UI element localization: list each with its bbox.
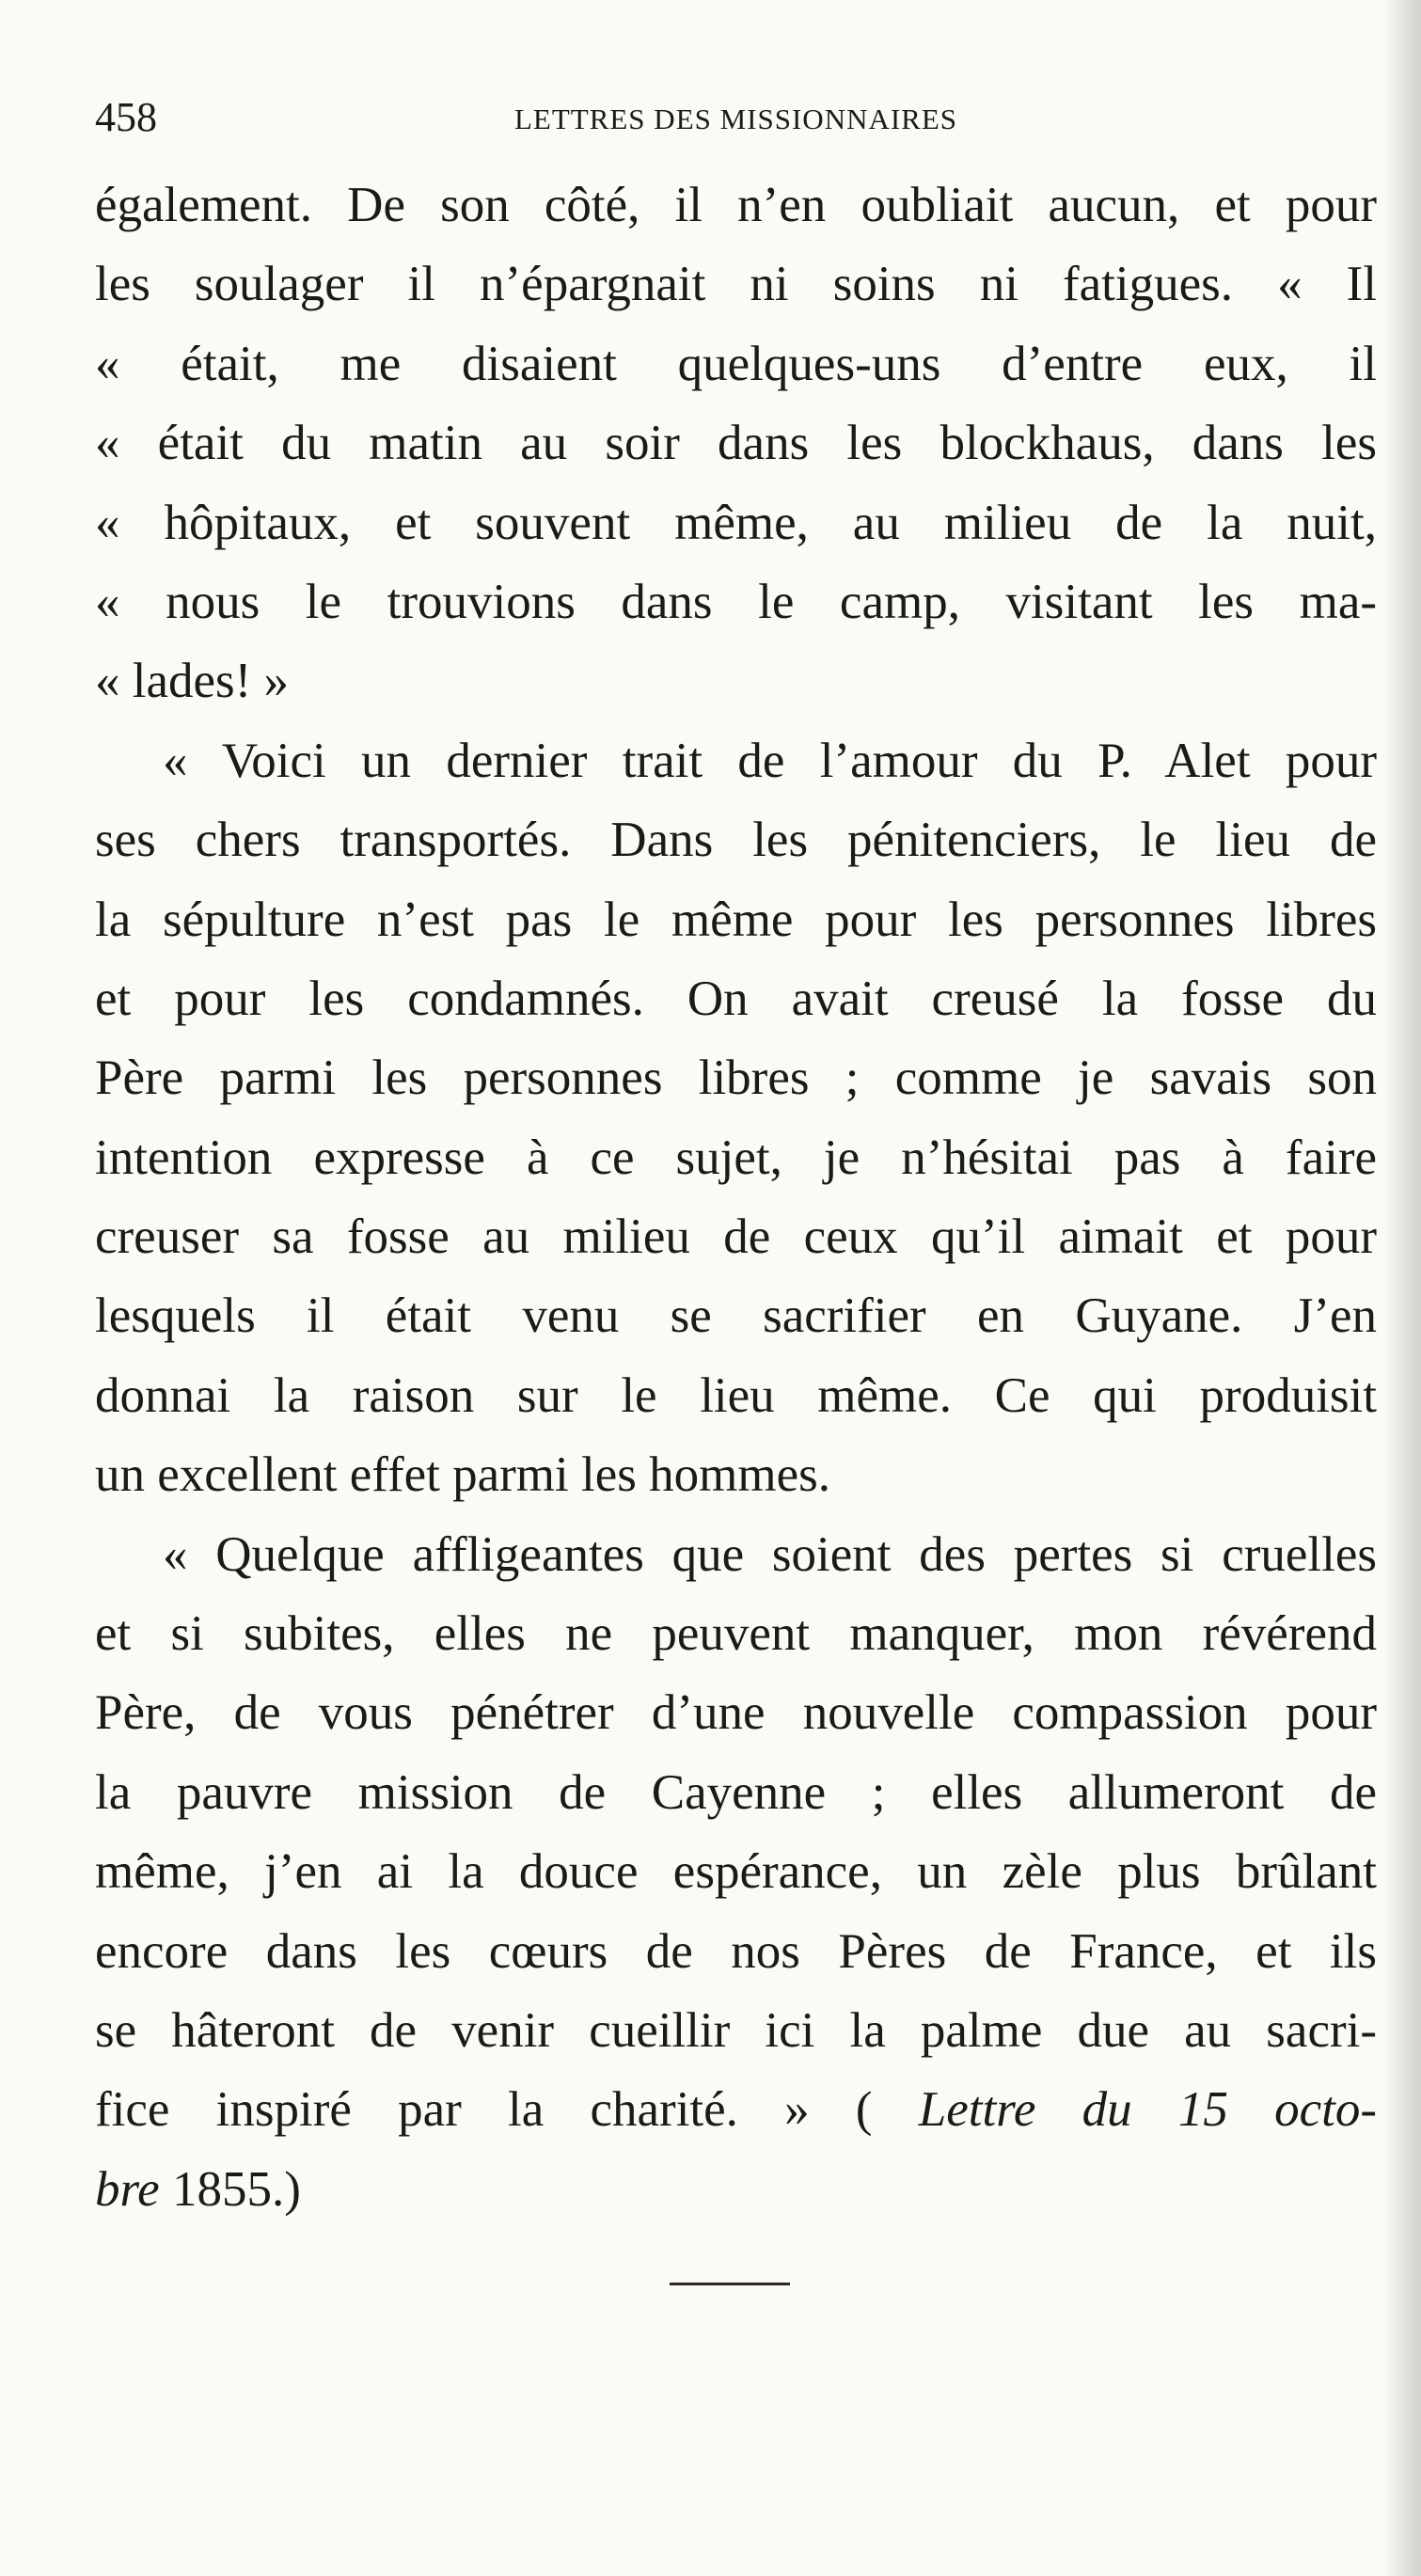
text-line: même, j’en ai la douce espérance, un zèle plus brûlant bbox=[95, 1844, 1377, 1900]
text-line bbox=[95, 2070, 1377, 2149]
text-line: « était du matin au soir dans les blockhaus, dans les bbox=[95, 416, 1377, 471]
text-line: « nous le trouvions dans le camp, visitant les ma- bbox=[95, 574, 1377, 629]
text-line: les soulager il n’épargnait ni soins ni fatigues. « Il bbox=[95, 257, 1377, 312]
text-line: donnai la raison sur le lieu même. Ce qui produisit bbox=[95, 1367, 1377, 1423]
letter-citation: Lettre du 15 octo- bbox=[918, 2082, 1377, 2138]
citation-date: 1855.) bbox=[159, 2161, 301, 2217]
text-line: lesquels il était venu se sacrifier en Guyane. J’en bbox=[95, 1288, 1377, 1344]
text-line: Père, de vous pénétrer d’une nouvelle compassion pour bbox=[95, 1685, 1377, 1741]
text-line: la sépulture n’est pas le même pour les personnes libres bbox=[95, 892, 1377, 947]
text-line: encore dans les cœurs de nos Pères de France, et ils bbox=[95, 1923, 1377, 1979]
text-line: Père parmi les personnes libres ; comme je savais son bbox=[95, 1051, 1377, 1106]
body-text bbox=[95, 166, 1377, 2229]
text-line: « Quelque affligeantes que soient des pertes si cruelles bbox=[163, 1526, 1377, 1582]
text-line: et pour les condamnés. On avait creusé la fosse du bbox=[95, 971, 1377, 1026]
text-line: également. De son côté, il n’en oubliait aucun, et pour bbox=[95, 178, 1377, 232]
page-edge-shadow bbox=[1383, 0, 1421, 2576]
section-divider bbox=[670, 2283, 790, 2285]
text-line: un excellent effet parmi les hommes. bbox=[95, 1447, 830, 1503]
text-line: intention expresse à ce sujet, je n’hésitai pas à faire bbox=[95, 1130, 1377, 1185]
text-line: ses chers transportés. Dans les pénitenciers, le lieu de bbox=[95, 813, 1377, 868]
text-line: la pauvre mission de Cayenne ; elles allumeront de bbox=[95, 1764, 1377, 1820]
letter-citation-end: bre bbox=[95, 2161, 160, 2217]
text-line: creuser sa fosse au milieu de ceux qu’il aimait et pour bbox=[95, 1209, 1377, 1265]
text-line: « hôpitaux, et souvent même, au milieu de la nuit, bbox=[95, 495, 1377, 550]
text-line: « était, me disaient quelques-uns d’entre eux, il bbox=[95, 336, 1377, 391]
text-line: se hâteront de venir cueillir ici la palme due au sacri- bbox=[95, 2002, 1377, 2058]
text-roman: fice inspiré par la charité. » ( bbox=[95, 2082, 873, 2138]
text-line: et si subites, elles ne peuvent manquer, mon révérend bbox=[95, 1606, 1377, 1662]
page-header bbox=[95, 94, 1377, 141]
page-number: 458 bbox=[95, 94, 157, 140]
running-title: LETTRES DES MISSIONNAIRES bbox=[513, 103, 958, 135]
text-line bbox=[95, 2150, 1377, 2229]
text-line: « Voici un dernier trait de l’amour du P. Alet pour bbox=[163, 733, 1377, 788]
text-line: « lades! » bbox=[95, 654, 290, 709]
